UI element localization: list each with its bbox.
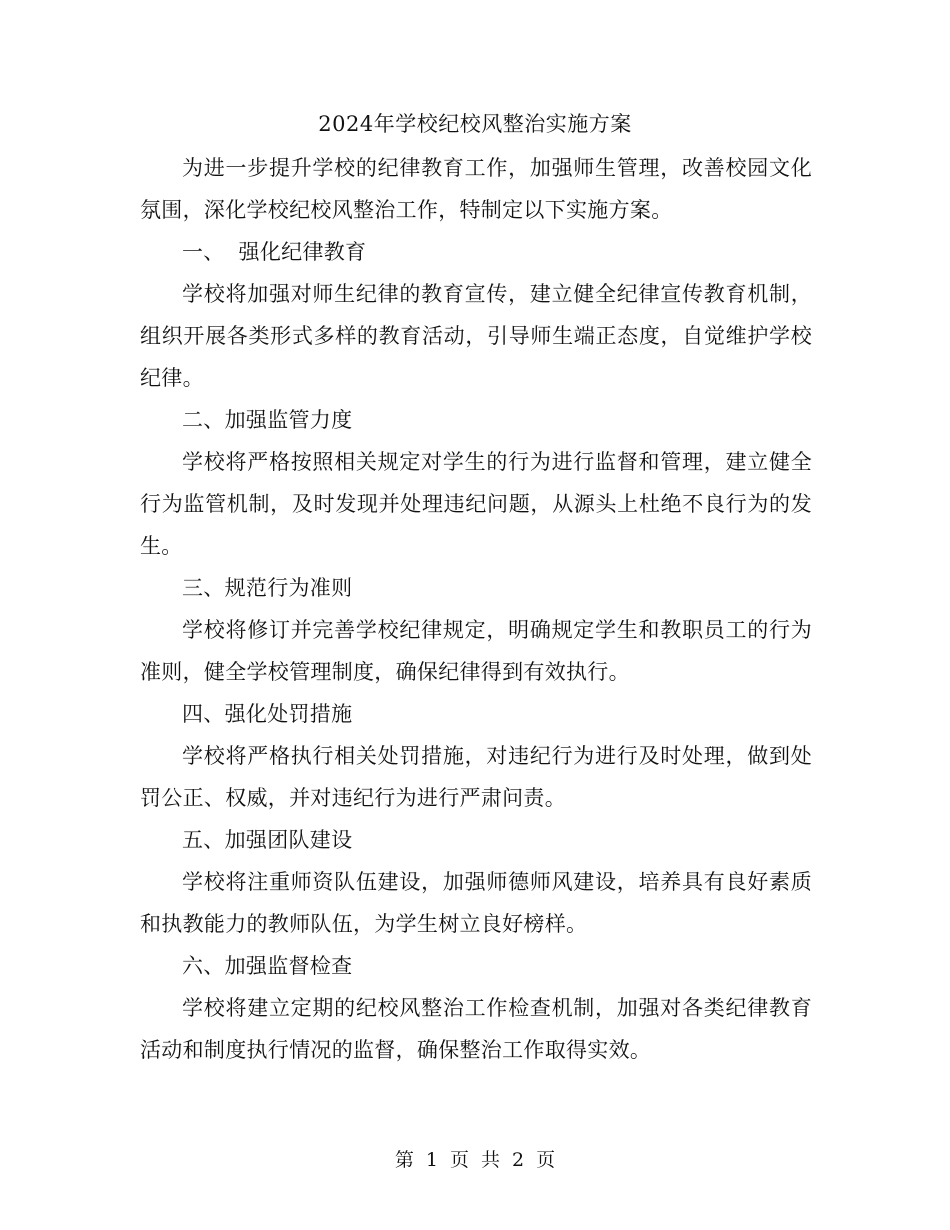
section-heading-3: 三、规范行为准则	[182, 576, 353, 600]
section-heading-2: 二、加强监管力度	[182, 408, 353, 432]
section-body-3: 学校将修订并完善学校纪律规定，明确规定学生和教职员工的行为准则，健全学校管理制度，确保纪律得到有效执行。	[140, 618, 812, 684]
section-body-6: 学校将建立定期的纪校风整治工作检查机制，加强对各类纪律教育活动和制度执行情况的监督，确保整治工作取得实效。	[140, 996, 812, 1062]
section-heading-5: 五、加强团队建设	[182, 828, 353, 852]
section-body-1: 学校将加强对师生纪律的教育宣传，建立健全纪律宣传教育机制，组织开展各类形式多样的教育活动，引导师生端正态度，自觉维护学校纪律。	[140, 282, 812, 390]
intro-paragraph: 为进一步提升学校的纪律教育工作，加强师生管理，改善校园文化氛围，深化学校纪校风整治工作，特制定以下实施方案。	[140, 156, 812, 222]
section-heading-6: 六、加强监督检查	[182, 954, 353, 978]
section-heading-1: 一、 强化纪律教育	[182, 240, 367, 264]
page-number-footer: 第 1 页 共 2 页	[394, 1149, 556, 1171]
section-body-5: 学校将注重师资队伍建设，加强师德师风建设，培养具有良好素质和执教能力的教师队伍，为学生树立良好榜样。	[140, 870, 812, 936]
page-title: 2024年学校纪校风整治实施方案	[318, 112, 632, 136]
section-body-4: 学校将严格执行相关处罚措施，对违纪行为进行及时处理，做到处罚公正、权威，并对违纪行为进行严肃问责。	[140, 744, 812, 810]
section-body-2: 学校将严格按照相关规定对学生的行为进行监督和管理，建立健全行为监管机制，及时发现并处理违纪问题，从源头上杜绝不良行为的发生。	[140, 450, 812, 558]
document-body	[140, 147, 812, 1071]
section-heading-4: 四、强化处罚措施	[182, 702, 353, 726]
